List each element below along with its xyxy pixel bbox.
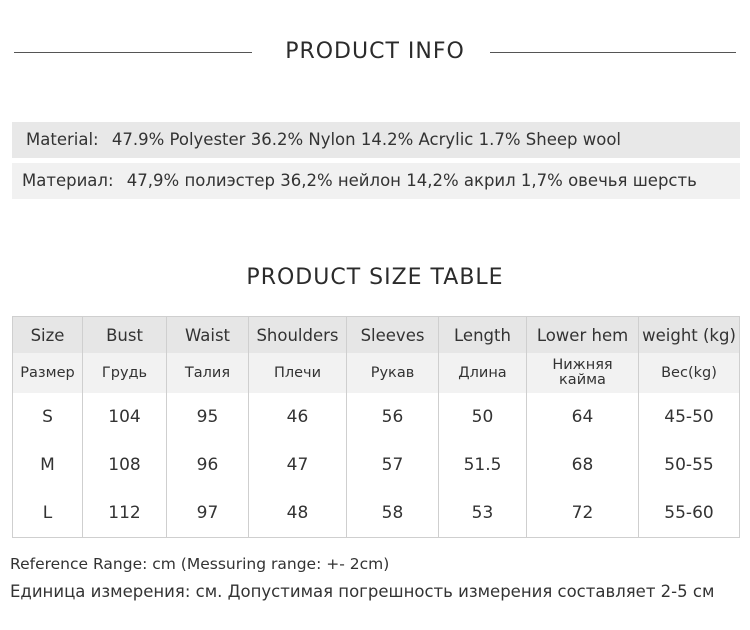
- column-header-length: Length: [439, 317, 527, 353]
- lower-hem-cell: 72: [527, 489, 639, 537]
- size-cell: M: [13, 441, 83, 489]
- material-label-en: Material:: [26, 130, 99, 149]
- size-table-header: [0, 258, 750, 298]
- size-cell: S: [13, 393, 83, 441]
- column-header-sleeves-ru: Рукав: [347, 353, 439, 393]
- material-value-en: 47.9% Polyester 36.2% Nylon 14.2% Acrylic 1.7% Sheep wool: [111, 130, 622, 149]
- column-header-lower-hem: Lower hem: [527, 317, 639, 353]
- size-table: [12, 316, 740, 538]
- table-header-row-en: [13, 317, 739, 353]
- reference-range-note: Reference Range: cm (Messuring range: +- 2cm): [10, 555, 390, 573]
- column-header-bust: Bust: [83, 317, 167, 353]
- sleeves-cell: 57: [347, 441, 439, 489]
- bust-cell: 104: [83, 393, 167, 441]
- shoulders-cell: 47: [249, 441, 347, 489]
- measurement-unit-note-ru: Единица измерения: см. Допустимая погрешность измерения составляет 2-5 см: [10, 582, 715, 601]
- lower-hem-cell: 64: [527, 393, 639, 441]
- column-header-weight: weight (kg): [642, 325, 736, 345]
- material-row-en: [12, 122, 740, 158]
- header-divider-right: [490, 52, 736, 53]
- column-header-shoulders-ru: Плечи: [249, 353, 347, 393]
- waist-cell: 96: [167, 441, 249, 489]
- bust-cell: 112: [83, 489, 167, 537]
- column-header-bust-ru: Грудь: [83, 353, 167, 393]
- material-label-ru: Материал:: [22, 171, 114, 190]
- product-info-header: [0, 32, 750, 72]
- material-row-ru: [12, 163, 740, 199]
- length-cell: 51.5: [439, 441, 527, 489]
- column-header-waist-ru: Талия: [167, 353, 249, 393]
- table-row: [13, 393, 739, 441]
- waist-cell: 95: [167, 393, 249, 441]
- sleeves-cell: 58: [347, 489, 439, 537]
- column-header-weight-ru: Вес(kg): [661, 364, 717, 381]
- column-header-size: Size: [13, 317, 83, 353]
- waist-cell: 97: [167, 489, 249, 537]
- bust-cell: 108: [83, 441, 167, 489]
- shoulders-cell: 48: [249, 489, 347, 537]
- weight-cell: 55-60: [664, 503, 714, 523]
- length-cell: 53: [439, 489, 527, 537]
- column-header-sleeves: Sleeves: [347, 317, 439, 353]
- column-header-waist: Waist: [167, 317, 249, 353]
- weight-cell: 50-55: [664, 455, 714, 475]
- length-cell: 50: [439, 393, 527, 441]
- size-cell: L: [13, 489, 83, 537]
- weight-cell: 45-50: [664, 407, 714, 427]
- sleeves-cell: 56: [347, 393, 439, 441]
- column-header-shoulders: Shoulders: [249, 317, 347, 353]
- product-info-title: PRODUCT INFO: [285, 39, 465, 64]
- column-header-size-ru: Размер: [13, 353, 83, 393]
- column-header-length-ru: Длина: [439, 353, 527, 393]
- table-row: [13, 489, 739, 537]
- shoulders-cell: 46: [249, 393, 347, 441]
- material-value-ru: 47,9% полиэстер 36,2% нейлон 14,2% акрил 1,7% овечья шерсть: [126, 171, 697, 190]
- size-table-title: PRODUCT SIZE TABLE: [246, 265, 504, 290]
- lower-hem-cell: 68: [527, 441, 639, 489]
- table-row: [13, 441, 739, 489]
- column-header-lower-hem-ru: Нижняя кайма: [527, 353, 639, 393]
- table-header-row-ru: [13, 353, 739, 393]
